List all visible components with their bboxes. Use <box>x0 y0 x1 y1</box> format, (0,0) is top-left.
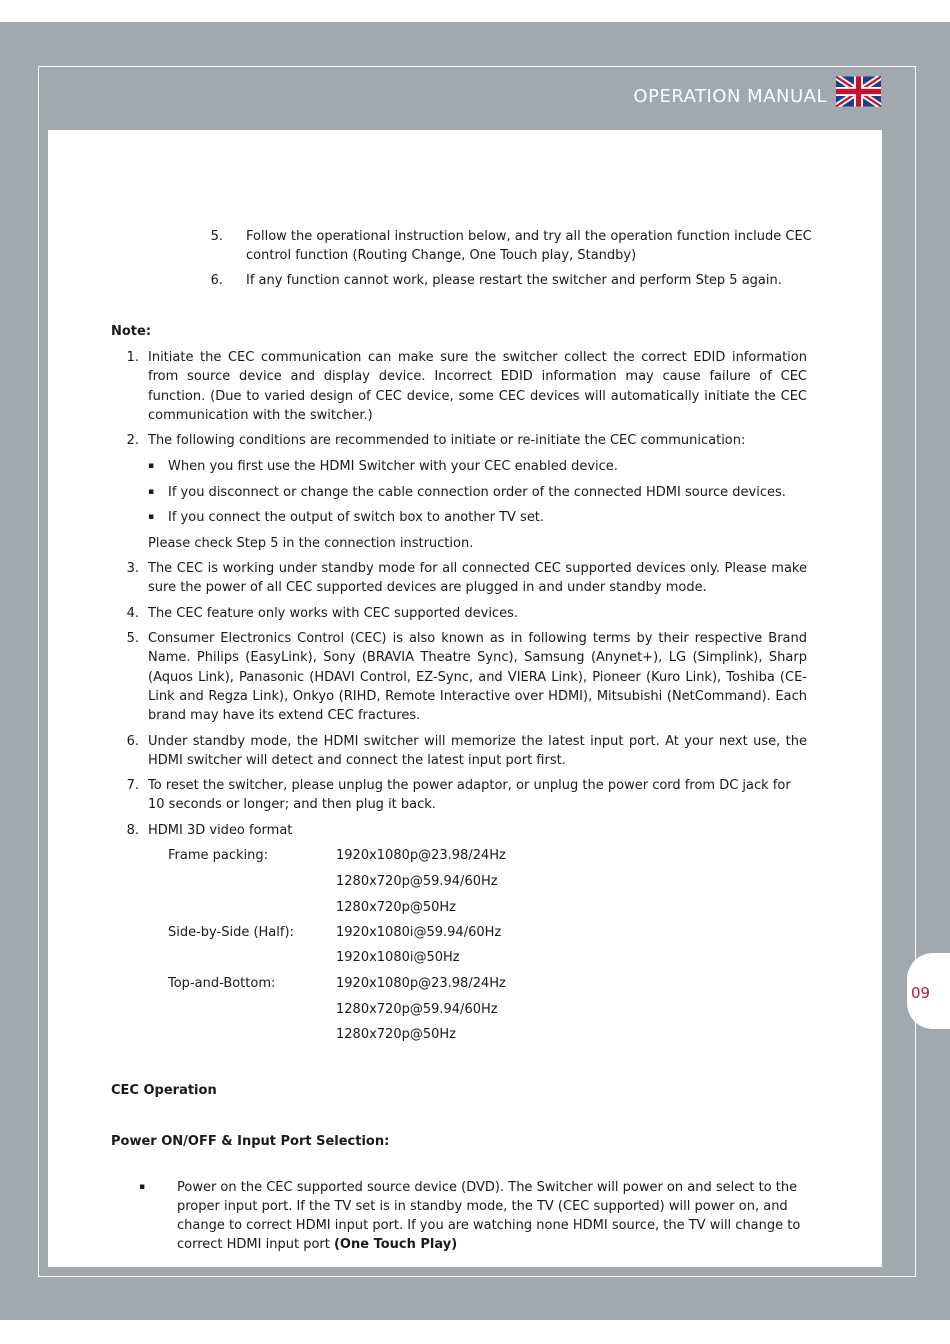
note-8-number: 8. <box>126 823 139 838</box>
cec-bullet-line-3: change to correct HDMI input port. If you are watching none HDMI source, the TV will change to <box>177 1218 801 1233</box>
note-2-number: 2. <box>126 433 139 448</box>
step-6-line-1: If any function cannot work, please restart the switcher and perform Step 5 again. <box>246 273 782 288</box>
step-6-number: 6. <box>210 273 223 288</box>
note-2-after: Please check Step 5 in the connection instruction. <box>148 536 474 551</box>
note-1-text: Initiate the CEC communication can make sure the switcher collect the correct EDID information from source device and display device. Incorrect EDID information may cause failure of CEC function. (Due to varied design of CEC device, some CEC devices will automatically initiate the CEC communication with the switcher.) <box>148 350 807 423</box>
format-value: 1280x720p@59.94/60Hz <box>336 1002 498 1017</box>
format-label-frame-packing: Frame packing: <box>168 848 269 863</box>
format-value: 1920x1080p@23.98/24Hz <box>336 976 506 991</box>
note-6-text: Under standby mode, the HDMI switcher will memorize the latest input port. At your next use, the HDMI switcher will detect and connect the latest input port first. <box>148 734 807 769</box>
format-value: 1920x1080i@50Hz <box>336 950 460 965</box>
note-3-text: The CEC is working under standby mode for all connected CEC supported devices only. Please make sure the power of all CEC supported devices are plugged in and under standby mode. <box>148 561 807 596</box>
format-value: 1920x1080p@23.98/24Hz <box>336 848 506 863</box>
note-1-number: 1. <box>126 350 139 365</box>
bullet-icon: ▪ <box>148 512 155 522</box>
bottom-margin <box>0 1320 950 1344</box>
one-touch-play-label: (One Touch Play) <box>333 1237 458 1252</box>
format-value: 1280x720p@50Hz <box>336 900 456 915</box>
note-7-number: 7. <box>126 778 139 793</box>
cec-bullet-line-4-text: correct HDMI input port <box>177 1237 334 1252</box>
header-title: OPERATION MANUAL <box>633 86 827 107</box>
note-2-text: The following conditions are recommended to initiate or re-initiate the CEC communication: <box>148 433 746 448</box>
cec-operation-heading: CEC Operation <box>111 1083 217 1098</box>
step-5-number: 5. <box>210 229 223 244</box>
format-value: 1920x1080i@59.94/60Hz <box>336 925 502 940</box>
bullet-icon: ▪ <box>148 461 155 471</box>
note-7-line-2: 10 seconds or longer; and then plug it back. <box>148 797 436 812</box>
bullet-icon: ▪ <box>148 487 155 497</box>
step-5-line-2: control function (Routing Change, One Touch play, Standby) <box>246 248 637 263</box>
format-value: 1280x720p@59.94/60Hz <box>336 874 498 889</box>
format-label-side-by-side: Side-by-Side (Half): <box>168 925 294 940</box>
format-value: 1280x720p@50Hz <box>336 1027 456 1042</box>
note-4-number: 4. <box>126 606 139 621</box>
note-8-text: HDMI 3D video format <box>148 823 293 838</box>
page-number: 09 <box>911 984 931 1002</box>
note-2-bullet-1: When you first use the HDMI Switcher with your CEC enabled device. <box>168 459 618 474</box>
cec-bullet-line-4 <box>177 1235 457 1254</box>
note-5-text: Consumer Electronics Control (CEC) is also known as in following terms by their respective Brand Name. Philips (EasyLink), Sony (BRAVIA Theatre Sync), Samsung (Anynet+), LG (Simplink), Sharp (Aquos Link), Panasonic (HDAVI Control, EZ-Sync, and VIERA Link), Pioneer (Kuro Link), Toshiba (CE-Link and Regza Link), Onkyo (RIHD, Remote Interactive over HDMI), Mitsubishi (NetCommand). Each brand may have its extend CEC fractures. <box>148 631 807 724</box>
union-jack-flag-icon <box>836 76 881 107</box>
step-5-line-1: Follow the operational instruction below, and try all the operation function include CEC <box>246 229 812 244</box>
note-2-bullet-2: If you disconnect or change the cable connection order of the connected HDMI source devices. <box>168 485 786 500</box>
note-7-line-1: To reset the switcher, please unplug the power adaptor, or unplug the power cord from DC jack for <box>148 778 791 793</box>
cec-bullet-line-1: Power on the CEC supported source device (DVD). The Switcher will power on and select to the <box>177 1180 798 1195</box>
note-4-text: The CEC feature only works with CEC supported devices. <box>148 606 518 621</box>
cec-bullet-line-2: proper input port. If the TV set is in standby mode, the TV (CEC supported) will power on, and <box>177 1199 788 1214</box>
note-2-bullet-3: If you connect the output of switch box to another TV set. <box>168 510 545 525</box>
note-heading: Note: <box>111 324 152 339</box>
note-3-number: 3. <box>126 561 139 576</box>
format-label-top-and-bottom: Top-and-Bottom: <box>168 976 276 991</box>
power-input-heading: Power ON/OFF & Input Port Selection: <box>111 1134 390 1149</box>
note-6-number: 6. <box>126 734 139 749</box>
bullet-icon: ▪ <box>139 1182 146 1192</box>
note-5-number: 5. <box>126 631 139 646</box>
